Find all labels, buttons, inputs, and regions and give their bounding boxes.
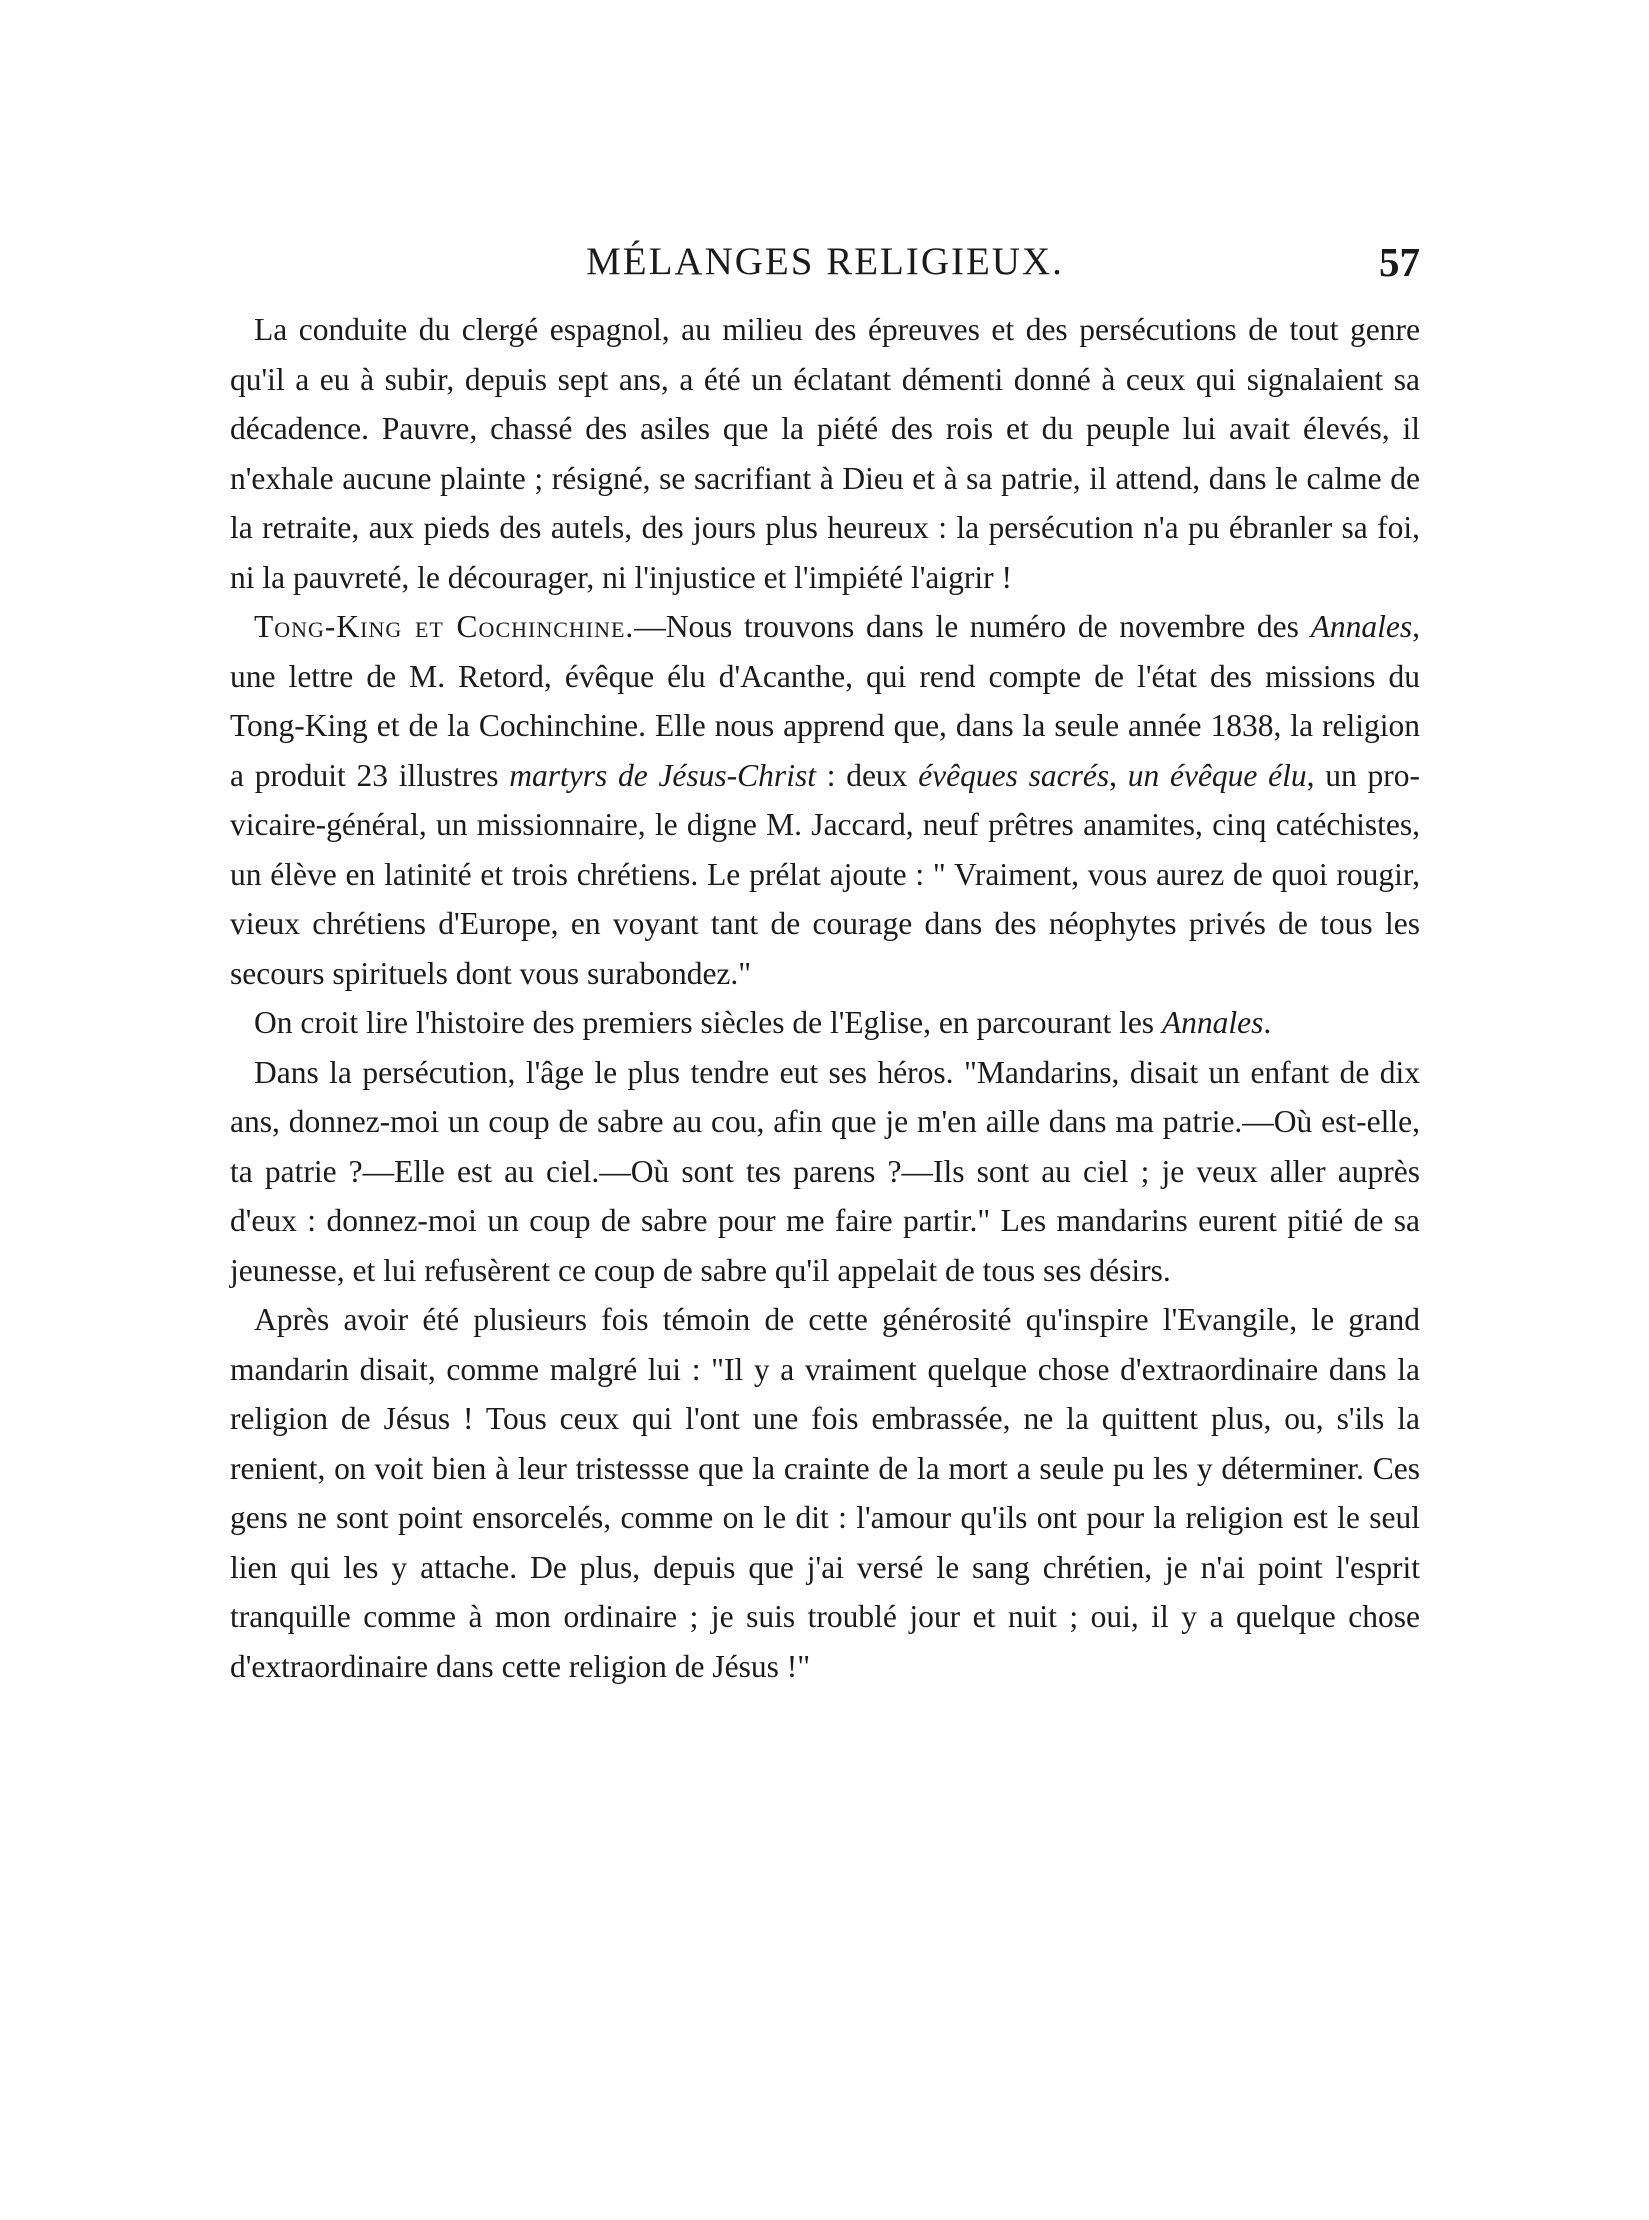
running-head xyxy=(230,232,1420,292)
eveque-elu-phrase: un évêque élu xyxy=(1127,757,1307,793)
page-number: 57 xyxy=(1379,239,1420,285)
paragraph-text: —Nous trouvons dans le numéro de novembre des xyxy=(634,609,1311,644)
section-heading: Tong-King et Cochinchine. xyxy=(254,609,635,644)
paragraph-text: , xyxy=(1109,757,1128,793)
paragraph-text: . xyxy=(1263,1005,1272,1040)
paragraph-text: : deux xyxy=(815,757,919,793)
paragraph-text: , une lettre de M. Retord, évêque élu d'Acanthe, qui rend compte de l'état des missions du Tong-King et de la Cochinchine. Elle nous apprend que, dans la seule année 1838, la religion a produit 23 illustres xyxy=(230,609,1420,793)
martyrs-phrase: martyrs de Jésus-Christ xyxy=(509,757,816,793)
paragraph-spanish-clergy: La conduite du clergé espagnol, au milieu des épreuves et des persécutions de tout genre qu'il a eu à subir, depuis sept ans, a été un éclatant démenti donné à ceux qui signalaient sa décadence. Pauvre, chassé des asiles que la piété des rois et du peuple lui avait élevés, il n'exhale aucune plainte ; résigné, se sacrifiant à Dieu et à sa patrie, il attend, dans le calme de la retraite, aux pieds des autels, des jours plus heureux : la persécution n'a pu ébranler sa foi, ni la pauvreté, le décourager, ni l'injustice et l'impiété l'aigrir ! xyxy=(230,312,1420,595)
paragraph-tong-king xyxy=(230,602,1420,998)
paragraph-mandarin: Après avoir été plusieurs fois témoin de cette générosité qu'inspire l'Evangile, le grand mandarin disait, comme malgré lui : "Il y a vraiment quelque chose d'extraordinaire dans la religion de Jésus ! Tous ceux qui l'ont une fois embrassée, ne la quittent plus, ou, s'ils la renient, on voit bien à leur tristessse que la crainte de la mort a seule pu les y déterminer. Ces gens ne sont point ensorcelés, comme on le dit : l'amour qu'ils ont pour la religion est le seul lien qui les y attache. De plus, depuis que j'ai versé le sang chrétien, je n'ai point l'esprit tranquille comme à mon ordinaire ; je suis troublé jour et nuit ; oui, il y a quelque chose d'extraordinaire dans cette religion de Jésus !" xyxy=(230,1302,1420,1684)
annales-title: Annales xyxy=(1161,1005,1264,1040)
paragraph-text: , un pro-vicaire-général, un missionnaire, le digne M. Jaccard, neuf prêtres anamites, cinq catéchistes, un élève en latinité et trois chrétiens. Le prélat ajoute : " Vraiment, vous aurez de quoi rougir, vieux chrétiens d'Europe, en voyant tant de courage dans des néophytes privés de tous les secours spirituels dont vous surabondez." xyxy=(230,757,1420,991)
eveques-sacres-phrase: évêques sacrés xyxy=(918,757,1110,793)
paragraph-text: On croit lire l'histoire des premiers siècles de l'Eglise, en parcourant les xyxy=(254,1005,1162,1040)
running-title: MÉLANGES RELIGIEUX. xyxy=(586,240,1064,283)
body-text xyxy=(230,305,1420,1691)
paragraph-history xyxy=(230,998,1420,1048)
annales-title: Annales xyxy=(1310,609,1413,644)
paragraph-child-hero: Dans la persécution, l'âge le plus tendre eut ses héros. "Mandarins, disait un enfant de dix ans, donnez-moi un coup de sabre au cou, afin que je m'en aille dans ma patrie.—Où est-elle, ta patrie ?—Elle est au ciel.—Où sont tes parens ?—Ils sont au ciel ; je veux aller auprès d'eux : donnez-moi un coup de sabre pour me faire partir." Les mandarins eurent pitié de sa jeunesse, et lui refusèrent ce coup de sabre qu'il appelait de tous ses désirs. xyxy=(230,1054,1420,1288)
